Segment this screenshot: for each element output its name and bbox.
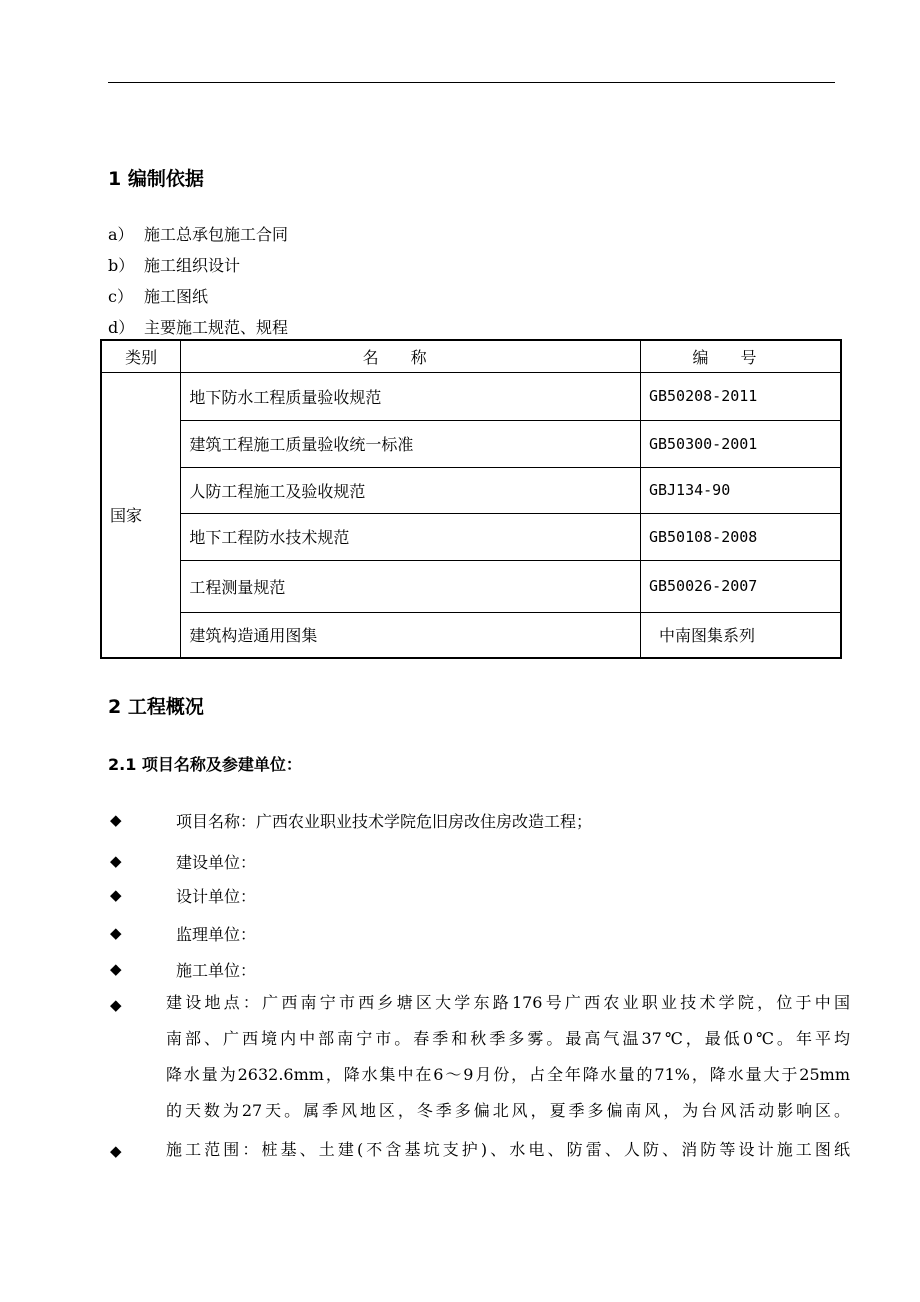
standard-code: GB50108-2008	[640, 513, 841, 560]
standard-name: 建筑工程施工质量验收统一标准	[181, 420, 641, 467]
header-name: 名称	[181, 340, 641, 372]
diamond-icon: ◆	[110, 811, 122, 829]
paragraph-line: 建设地点：广西南宁市西乡塘区大学东路176号广西农业职业技术学院，位于中国	[166, 993, 850, 1012]
basis-text: 主要施工规范、规程	[144, 318, 289, 337]
category-cell: 国家	[101, 372, 181, 658]
scope-paragraph	[166, 1132, 850, 1168]
standard-name: 工程测量规范	[181, 560, 641, 612]
table-row	[101, 420, 841, 467]
bullet-text: 项目名称：广西农业职业技术学院危旧房改住房改造工程；	[176, 812, 593, 831]
location-paragraph	[166, 985, 850, 1129]
basis-item-a	[108, 222, 288, 245]
paragraph-line: 的天数为27天。属季风地区，冬季多偏北风，夏季多偏南风，为台风活动影响区。	[166, 1101, 850, 1120]
standard-name: 建筑构造通用图集	[181, 612, 641, 658]
header-code: 编号	[640, 340, 841, 372]
paragraph-line: 降水量为2632.6mm，降水集中在6～9月份，占全年降水量的71%，降水量大于25mm	[166, 1065, 850, 1084]
paragraph-line: 南部、广西境内中部南宁市。春季和秋季多雾。最高气温37℃，最低0℃。年平均	[166, 1029, 850, 1048]
diamond-icon: ◆	[110, 886, 122, 904]
standard-code: GB50208-2011	[640, 372, 841, 420]
standard-name: 人防工程施工及验收规范	[181, 467, 641, 513]
basis-label: d）	[108, 318, 135, 337]
header-rule	[108, 82, 835, 83]
basis-label: a）	[108, 225, 134, 244]
header-category: 类别	[101, 340, 181, 372]
standard-code: GBJ134-90	[640, 467, 841, 513]
basis-label: b）	[108, 256, 135, 275]
table-row	[101, 513, 841, 560]
standard-code: GB50026-2007	[640, 560, 841, 612]
bullet-text: 建设单位：	[176, 853, 257, 872]
table-row	[101, 467, 841, 513]
basis-label: c）	[108, 287, 133, 306]
diamond-icon: ◆	[110, 996, 122, 1014]
table-row	[101, 560, 841, 612]
table-row	[101, 372, 841, 420]
section-1-heading: 1 编制依据	[108, 168, 204, 190]
diamond-icon: ◆	[110, 1142, 122, 1160]
bullet-text: 监理单位：	[176, 925, 257, 944]
standard-code: 中南图集系列	[640, 612, 841, 658]
basis-item-b	[108, 253, 240, 276]
basis-text: 施工组织设计	[144, 256, 241, 275]
standard-name: 地下工程防水技术规范	[181, 513, 641, 560]
bullet-text: 施工单位：	[176, 961, 257, 980]
bullet-text: 设计单位：	[176, 887, 257, 906]
standard-code: GB50300-2001	[640, 420, 841, 467]
diamond-icon: ◆	[110, 960, 122, 978]
standard-name: 地下防水工程质量验收规范	[181, 372, 641, 420]
table-header-row	[101, 340, 841, 372]
section-2-1-heading: 2.1 项目名称及参建单位：	[108, 755, 302, 774]
section-2-heading: 2 工程概况	[108, 696, 204, 718]
basis-text: 施工图纸	[144, 287, 209, 306]
table-row	[101, 612, 841, 658]
basis-text: 施工总承包施工合同	[144, 225, 289, 244]
diamond-icon: ◆	[110, 924, 122, 942]
paragraph-line: 施工范围：桩基、土建(不含基坑支护)、水电、防雷、人防、消防等设计施工图纸	[166, 1140, 850, 1159]
standards-table	[100, 339, 842, 659]
diamond-icon: ◆	[110, 852, 122, 870]
basis-item-c	[108, 284, 208, 307]
basis-item-d	[108, 315, 288, 338]
